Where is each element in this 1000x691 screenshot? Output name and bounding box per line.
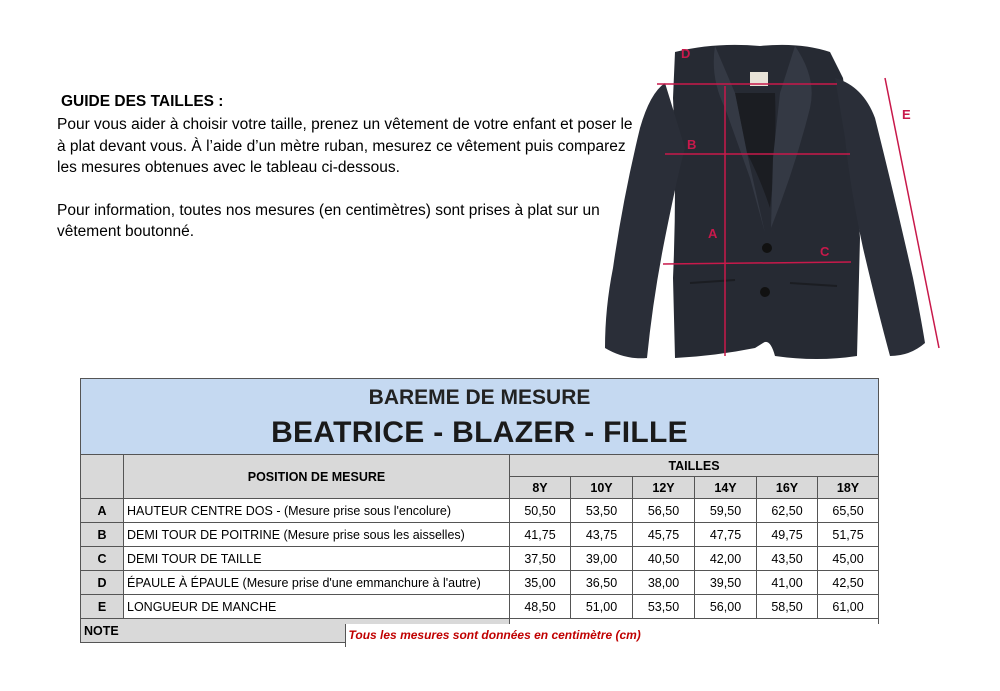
blazer-button-top — [762, 243, 772, 253]
row-position-label: LONGUEUR DE MANCHE — [124, 595, 510, 619]
row-value: 41,00 — [757, 571, 818, 595]
row-value: 39,00 — [571, 547, 633, 571]
row-value: 51,00 — [571, 595, 633, 619]
table-row — [81, 595, 879, 619]
table-title-product: BEATRICE - BLAZER - FILLE — [271, 415, 688, 449]
row-value: 45,00 — [818, 547, 879, 571]
row-value: 43,50 — [757, 547, 818, 571]
row-value: 48,50 — [510, 595, 571, 619]
row-value: 38,00 — [633, 571, 695, 595]
row-position-label: ÉPAULE À ÉPAULE (Mesure prise d'une emmanchure à l'autre) — [124, 571, 510, 595]
row-letter: E — [81, 595, 124, 619]
row-value: 61,00 — [818, 595, 879, 619]
row-value: 37,50 — [510, 547, 571, 571]
row-letter: B — [81, 523, 124, 547]
row-value: 53,50 — [633, 595, 695, 619]
row-value: 53,50 — [571, 499, 633, 523]
row-value: 56,50 — [633, 499, 695, 523]
marker-d: D — [681, 46, 691, 61]
row-value: 50,50 — [510, 499, 571, 523]
intro-paragraph-1: Pour vous aider à choisir votre taille, prenez un vêtement de votre enfant et poser le à plat devant vous. À l’aide d’un mètre ruban, mesurez ce vêtement puis comparez les mesures obtenues avec le tableau ci-dessous. — [57, 116, 633, 176]
intro-text-block — [57, 92, 637, 243]
size-14y-header: 14Y — [695, 477, 757, 499]
row-position-label: HAUTEUR CENTRE DOS - (Mesure prise sous l'encolure) — [124, 499, 510, 523]
row-value: 56,00 — [695, 595, 757, 619]
marker-b: B — [687, 137, 697, 152]
blazer-illustration — [595, 38, 955, 368]
row-position-label: DEMI TOUR DE TAILLE — [124, 547, 510, 571]
row-value: 35,00 — [510, 571, 571, 595]
row-value: 40,50 — [633, 547, 695, 571]
intro-paragraph-2: Pour information, toutes nos mesures (en centimètres) sont prises à plat sur un vêtement boutonné. — [57, 201, 600, 240]
row-value: 58,50 — [757, 595, 818, 619]
size-10y-header: 10Y — [571, 477, 633, 499]
note-label: NOTE — [84, 623, 119, 638]
table-row — [81, 523, 879, 547]
row-value: 51,75 — [818, 523, 879, 547]
row-value: 59,50 — [695, 499, 757, 523]
row-value: 45,75 — [633, 523, 695, 547]
row-value: 43,75 — [571, 523, 633, 547]
row-value: 49,75 — [757, 523, 818, 547]
row-value: 39,50 — [695, 571, 757, 595]
row-value: 47,75 — [695, 523, 757, 547]
table-row — [81, 547, 879, 571]
sizes-header: TAILLES — [510, 455, 879, 477]
marker-e: E — [902, 107, 911, 122]
table-title-primary: BAREME DE MESURE — [368, 385, 591, 409]
row-position-label: DEMI TOUR DE POITRINE (Mesure prise sous les aisselles) — [124, 523, 510, 547]
table-row — [81, 499, 879, 523]
blazer-button-bottom — [760, 287, 770, 297]
size-12y-header: 12Y — [633, 477, 695, 499]
size-chart-table — [80, 378, 879, 643]
table-title-area — [81, 379, 879, 455]
row-letter: A — [81, 499, 124, 523]
marker-a: A — [708, 226, 718, 241]
size-guide-heading: GUIDE DES TAILLES : — [61, 93, 224, 110]
row-value: 36,50 — [571, 571, 633, 595]
size-8y-header: 8Y — [510, 477, 571, 499]
header-blank-cell — [81, 455, 124, 499]
row-value: 42,00 — [695, 547, 757, 571]
row-value: 62,50 — [757, 499, 818, 523]
row-value: 42,50 — [818, 571, 879, 595]
position-header: POSITION DE MESURE — [124, 455, 510, 499]
row-value: 65,50 — [818, 499, 879, 523]
row-value: 41,75 — [510, 523, 571, 547]
row-letter: C — [81, 547, 124, 571]
marker-c: C — [820, 244, 830, 259]
table-row — [81, 571, 879, 595]
note-text: Tous les mesures sont données en centimètre (cm) — [345, 624, 955, 647]
size-16y-header: 16Y — [757, 477, 818, 499]
size-18y-header: 18Y — [818, 477, 879, 499]
note-row — [81, 619, 879, 643]
blazer-body — [673, 45, 860, 359]
blazer-left-sleeve — [605, 83, 685, 358]
row-letter: D — [81, 571, 124, 595]
note-label-cell — [81, 619, 641, 643]
